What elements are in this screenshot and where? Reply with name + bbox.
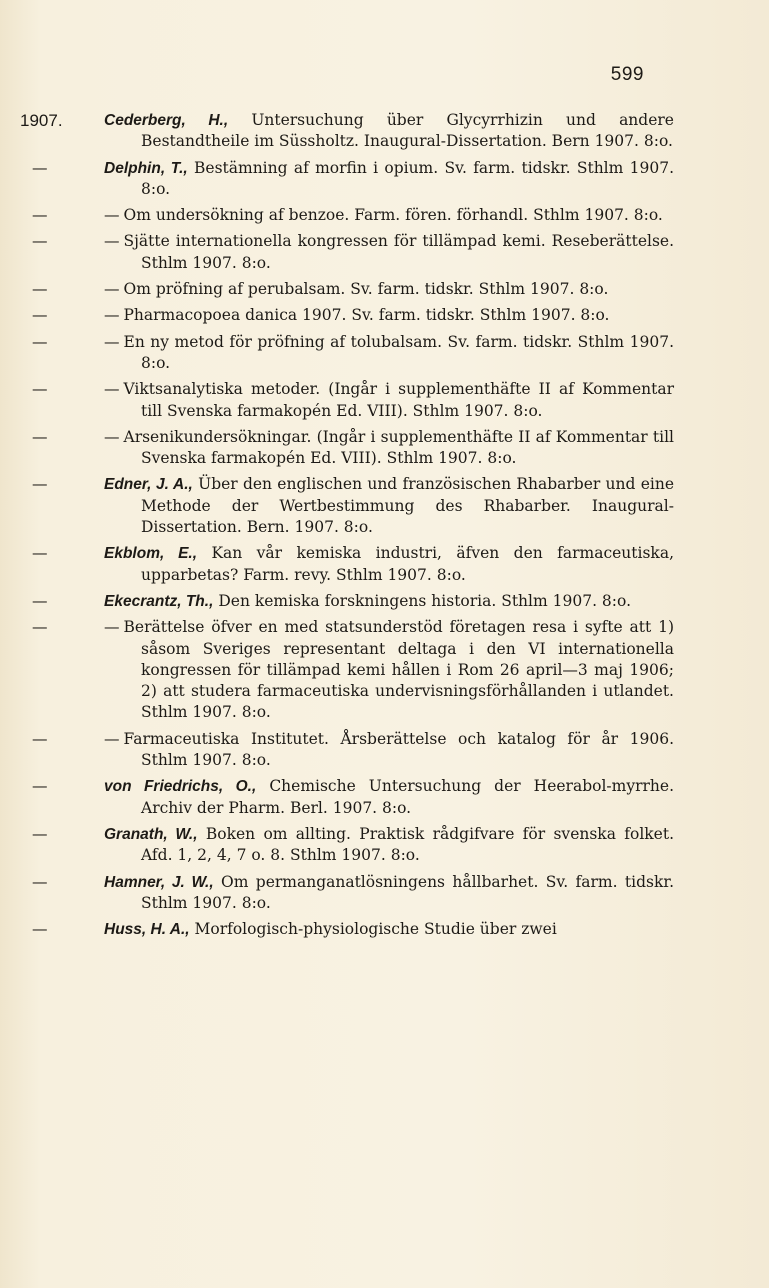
bibliography-list — [20, 110, 675, 945]
page-number: 599 — [610, 64, 644, 85]
bibliography-entry — [32, 776, 674, 819]
bibliography-entry — [32, 474, 675, 538]
bibliography-entry — [32, 279, 674, 300]
bibliography-entry — [32, 617, 674, 723]
bibliography-entry — [32, 919, 674, 940]
entry-author: von Friedrichs, O., — [104, 778, 257, 796]
entry-author: Huss, H. A., — [104, 921, 190, 939]
year-ditto-mark: — — [32, 920, 48, 939]
year-ditto-mark: — — [32, 591, 48, 610]
bibliography-entry — [32, 729, 674, 772]
entry-text: Farmaceutiska Institutet. Årsberättelse och katalog för år 1906. Sthlm 1907. 8:o. — [123, 729, 674, 770]
year-ditto-mark: — — [32, 824, 48, 843]
year-ditto-mark: — — [32, 280, 48, 299]
author-ditto-mark: — — [104, 306, 120, 325]
year-ditto-mark: — — [32, 729, 48, 748]
bibliography-entry — [32, 305, 674, 326]
entry-text: Bestämning af morfin i opium. Sv. farm. tidskr. Sthlm 1907. 8:o. — [141, 158, 674, 198]
year-ditto-mark: — — [32, 872, 48, 891]
entry-author: Hamner, J. W., — [104, 873, 214, 891]
entry-text: Über den englischen und französischen Rhabarber und eine Methode der Wertbestimmung des Rhabarber. Inaugural-Dissertation. Bern. 1907. 8:o. — [141, 475, 675, 537]
entry-text: Pharmacopoea danica 1907. Sv. farm. tidskr. Sthlm 1907. 8:o. — [123, 306, 610, 325]
entry-text: Untersuchung über Glycyrrhizin und andere Bestandtheile im Süssholtz. Inaugural-Dissertation. Bern 1907. 8:o. — [141, 111, 674, 151]
author-ditto-mark: — — [104, 280, 120, 299]
bibliography-entry — [32, 332, 674, 375]
bibliography-entry — [32, 543, 674, 586]
bibliography-entry — [32, 824, 674, 867]
entry-text: Kan vår kemiska industri, äfven den farmaceutiska, upparbetas? Farm. revy. Sthlm 1907. 8:o. — [141, 544, 674, 584]
year-ditto-mark: — — [32, 618, 48, 637]
year-ditto-mark: — — [32, 232, 48, 251]
entry-author: Cederberg, H., — [104, 112, 229, 129]
entry-text: Sjätte internationella kongressen för tillämpad kemi. Reseberättelse. Sthlm 1907. 8:o. — [123, 232, 674, 272]
author-ditto-mark: — — [104, 380, 120, 399]
entry-text: Om permanganatlösningens hållbarhet. Sv. farm. tidskr. Sthlm 1907. 8:o. — [141, 872, 674, 912]
author-ditto-mark: — — [104, 232, 120, 251]
author-ditto-mark: — — [104, 332, 120, 351]
bibliography-entry — [32, 231, 674, 274]
entry-author: Ekblom, E., — [104, 545, 198, 563]
year-ditto-mark: — — [32, 777, 48, 796]
year-ditto-mark: — — [32, 206, 48, 225]
entry-author: Edner, J. A., — [104, 476, 193, 494]
year-ditto-mark: — — [32, 475, 48, 494]
entry-text: Boken om allting. Praktisk rådgifvare för svenska folket. Afd. 1, 2, 4, 7 o. 8. Sthlm 1907. 8:o. — [141, 824, 674, 865]
entry-text: Chemische Untersuchung der Heerabol-myrrhe. Archiv der Pharm. Berl. 1907. 8:o. — [141, 777, 674, 817]
author-ditto-mark: — — [104, 618, 120, 637]
year-ditto-mark: — — [32, 544, 48, 563]
entry-text: Den kemiska forskningens historia. Sthlm 1907. 8:o. — [218, 591, 631, 610]
entry-text: Berättelse öfver en med statsunderstöd företagen resa i syfte att 1) såsom Sveriges representant deltaga i den VI internationella kongressen för tillämpad kemi hållen i Rom 26 april—3 maj 1906; 2) att studera farmaceutiska undervisningsförhållanden i utlandet. Sthlm 1907. 8:o. — [123, 618, 674, 722]
entry-text: Morfologisch-physiologische Studie über zwei — [194, 920, 557, 939]
bibliography-entry — [32, 591, 674, 612]
year-ditto-mark: — — [32, 427, 48, 446]
year-ditto-mark: — — [32, 332, 48, 351]
entry-author: Delphin, T., — [104, 159, 188, 177]
entry-author: Granath, W., — [104, 825, 198, 843]
bibliography-entry — [32, 205, 674, 226]
entry-text: Viktsanalytiska metoder. (Ingår i supplementhäfte II af Kommentar till Svenska farmakopén Ed. VIII). Sthlm 1907. 8:o. — [123, 380, 674, 420]
entry-text: Om pröfning af perubalsam. Sv. farm. tidskr. Sthlm 1907. 8:o. — [123, 280, 609, 299]
entry-author: Ekecrantz, Th., — [104, 592, 214, 610]
bibliography-entry — [20, 110, 674, 153]
bibliography-entry — [32, 872, 674, 915]
author-ditto-mark: — — [104, 206, 120, 225]
entry-text: Om undersökning af benzoe. Farm. fören. förhandl. Sthlm 1907. 8:o. — [123, 206, 663, 225]
year-label: 1907. — [20, 111, 63, 130]
year-ditto-mark: — — [32, 380, 48, 399]
bibliography-entry — [32, 427, 674, 470]
bibliography-entry — [32, 379, 674, 422]
author-ditto-mark: — — [104, 427, 120, 446]
author-ditto-mark: — — [104, 729, 120, 748]
year-ditto-mark: — — [32, 158, 48, 177]
entry-text: En ny metod för pröfning af tolubalsam. Sv. farm. tidskr. Sthlm 1907. 8:o. — [123, 332, 674, 372]
year-ditto-mark: — — [32, 306, 48, 325]
entry-text: Arsenikundersökningar. (Ingår i supplementhäfte II af Kommentar till Svenska farmakopén Ed. VIII). Sthlm 1907. 8:o. — [123, 427, 674, 468]
bibliography-entry — [32, 158, 674, 201]
